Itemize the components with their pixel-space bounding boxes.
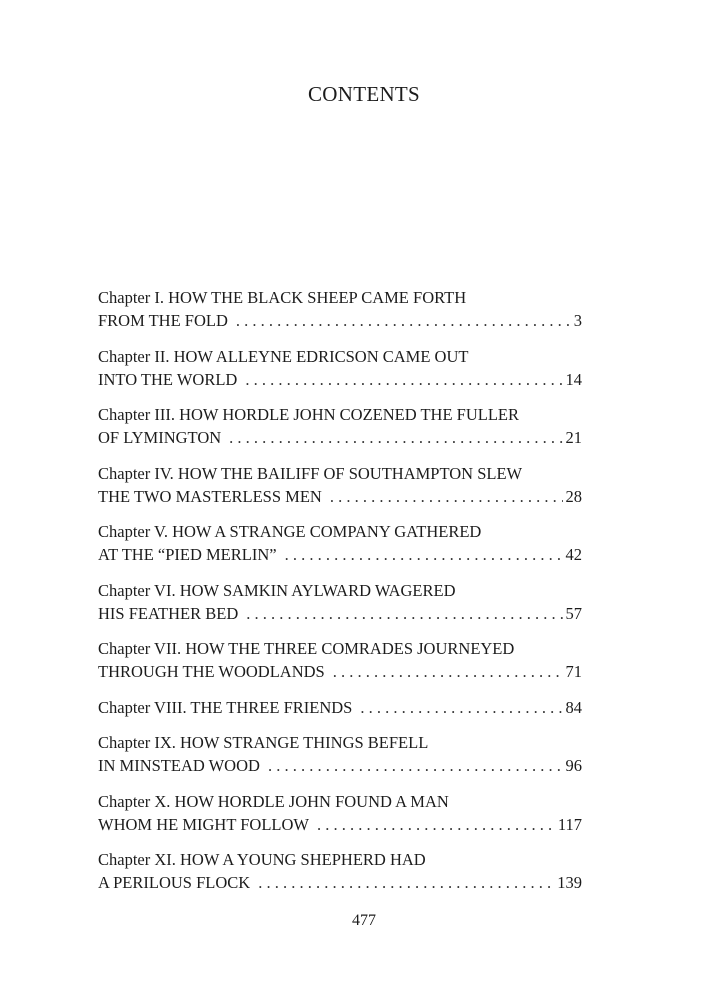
- toc-entry-chapter-7[interactable]: [98, 637, 582, 683]
- toc-entry-chapter-4[interactable]: [98, 462, 582, 508]
- page-number-footer: 477: [352, 912, 376, 929]
- dot-leader: [245, 368, 562, 391]
- toc-entry-title-continuation: INTO THE WORLD: [98, 369, 238, 389]
- toc-entry-last-line: [98, 813, 582, 836]
- toc-entry-title-line: Chapter XI. HOW A YOUNG SHEPHERD HAD: [98, 850, 426, 869]
- toc-page-number: 139: [557, 873, 582, 892]
- toc-entry-title-line: Chapter VI. HOW SAMKIN AYLWARD WAGERED: [98, 580, 456, 600]
- toc-entry-last-line: [98, 871, 582, 894]
- dot-leader: [236, 309, 571, 332]
- dot-leader: [258, 871, 554, 894]
- toc-entry-title-continuation: THROUGH THE WOODLANDS: [98, 662, 325, 681]
- toc-entry-last-line: [98, 485, 582, 508]
- toc-entry-last-line: [98, 368, 582, 391]
- toc-entry-chapter-9[interactable]: [98, 731, 582, 777]
- dot-leader: [333, 660, 563, 683]
- toc-entry-title-line: Chapter II. HOW ALLEYNE EDRICSON CAME OUT: [98, 346, 469, 366]
- dot-leader: [285, 543, 563, 566]
- toc-entry-title-line: Chapter III. HOW HORDLE JOHN COZENED THE FULLER: [98, 405, 519, 424]
- toc-entry-chapter-11[interactable]: [98, 848, 582, 894]
- toc-entry-last-line: [98, 602, 582, 625]
- dot-leader: [360, 696, 562, 719]
- toc-entry-chapter-1[interactable]: [98, 286, 582, 332]
- toc-entry-title-line: Chapter VIII. THE THREE FRIENDS: [98, 697, 353, 717]
- toc-page-number: 84: [565, 697, 582, 717]
- toc-page-number: 117: [557, 814, 582, 834]
- toc-entry-title-line: Chapter X. HOW HORDLE JOHN FOUND A MAN: [98, 791, 449, 811]
- toc-entry-chapter-6[interactable]: [98, 579, 582, 625]
- toc-entry-title-continuation: AT THE “PIED MERLIN”: [98, 545, 277, 564]
- toc-entry-last-line: [98, 660, 582, 683]
- toc-entry-title-continuation: A PERILOUS FLOCK: [98, 873, 251, 892]
- dot-leader: [330, 485, 563, 508]
- dot-leader: [317, 813, 555, 836]
- toc-entry-title-continuation: OF LYMINGTON: [98, 428, 222, 447]
- toc-entry-chapter-3[interactable]: [98, 403, 582, 449]
- page-title: CONTENTS: [307, 82, 421, 106]
- toc-entry-last-line: [98, 754, 582, 777]
- toc-entry-title-line: Chapter VII. HOW THE THREE COMRADES JOURNEYED: [98, 639, 515, 658]
- toc-entry-last-line: [98, 309, 582, 332]
- toc-entry-chapter-10[interactable]: [98, 790, 582, 836]
- toc-page-number: 21: [565, 428, 582, 447]
- toc-entry-title-continuation: THE TWO MASTERLESS MEN: [98, 486, 322, 506]
- toc-entry-title-continuation: FROM THE FOLD: [98, 311, 228, 330]
- toc-entry-title-continuation: WHOM HE MIGHT FOLLOW: [98, 814, 309, 834]
- toc-page-number: 42: [565, 545, 582, 564]
- toc-entry-last-line: [98, 426, 582, 449]
- toc-page-number: 14: [565, 369, 582, 389]
- toc-entry-title-line: Chapter IX. HOW STRANGE THINGS BEFELL: [98, 733, 429, 752]
- toc-entry-chapter-2[interactable]: [98, 345, 582, 391]
- toc-entry-title-line: Chapter IV. HOW THE BAILIFF OF SOUTHAMPTON SLEW: [98, 463, 523, 483]
- toc-page-number: 28: [565, 486, 582, 506]
- toc-entry-title-line: Chapter V. HOW A STRANGE COMPANY GATHERED: [98, 522, 482, 541]
- toc-page-number: 3: [573, 311, 582, 330]
- toc-entry-last-line: [98, 696, 582, 719]
- toc-entry-last-line: [98, 543, 582, 566]
- dot-leader: [268, 754, 563, 777]
- toc-entry-title-continuation: HIS FEATHER BED: [98, 603, 239, 623]
- toc-entry-title-line: Chapter I. HOW THE BLACK SHEEP CAME FORTH: [98, 288, 467, 307]
- toc-entry-title-continuation: IN MINSTEAD WOOD: [98, 756, 260, 775]
- table-of-contents: [98, 286, 582, 907]
- dot-leader: [229, 426, 562, 449]
- toc-page-number: 96: [565, 756, 582, 775]
- dot-leader: [246, 602, 562, 625]
- toc-entry-chapter-8[interactable]: [98, 696, 582, 719]
- toc-page-number: 57: [565, 603, 582, 623]
- toc-page-number: 71: [565, 662, 582, 681]
- toc-entry-chapter-5[interactable]: [98, 520, 582, 566]
